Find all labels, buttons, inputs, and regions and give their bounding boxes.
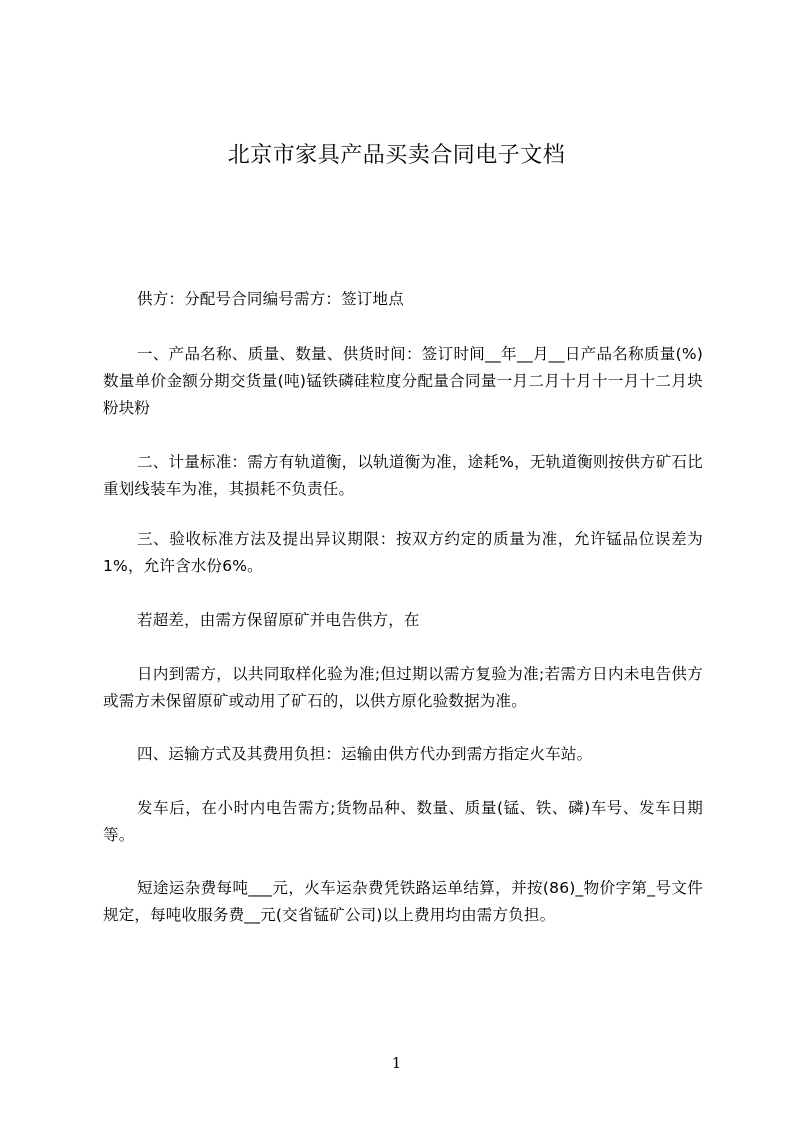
paragraph-product-info: 一、产品名称、质量、数量、供货时间：签订时间__年__月__日产品名称质量(%)数量单价金额分期交货量(吨)锰铁磷硅粒度分配量合同量一月二月十月十一月十二月块粉块粉 xyxy=(103,345,703,417)
paragraph-freight-fees: 短途运杂费每吨___元，火车运杂费凭铁路运单结算，并按(86)_物价字第_号文件规定，每吨收服务费__元(交省锰矿公司)以上费用均由需方负担。 xyxy=(103,879,703,924)
paragraph-excess-tolerance: 若超差，由需方保留原矿并电告供方，在 xyxy=(137,611,420,629)
paragraph-measurement-standard: 二、计量标准：需方有轨道衡，以轨道衡为准，途耗%，无轨道衡则按供方矿石比重划线装车为准，其损耗不负责任。 xyxy=(103,453,703,498)
page-number: 1 xyxy=(391,1054,402,1072)
document-title: 北京市家具产品买卖合同电子文档 xyxy=(227,143,566,168)
paragraph-inspection-deadline: 日内到需方，以共同取样化验为准;但过期以需方复验为准;若需方日内未电告供方或需方未保留原矿或动用了矿石的，以供方原化验数据为准。 xyxy=(103,665,703,710)
paragraph-parties: 供方：分配号合同编号需方：签订地点 xyxy=(137,290,404,308)
paragraph-dispatch-notice: 发车后，在小时内电告需方;货物品种、数量、质量(锰、铁、磷)车号、发车日期等。 xyxy=(103,799,703,844)
paragraph-acceptance-standard: 三、验收标准方法及提出异议期限：按双方约定的质量为准，允许锰品位误差为1%，允许含水份6%。 xyxy=(103,530,703,575)
paragraph-transport: 四、运输方式及其费用负担：运输由供方代办到需方指定火车站。 xyxy=(137,745,593,763)
